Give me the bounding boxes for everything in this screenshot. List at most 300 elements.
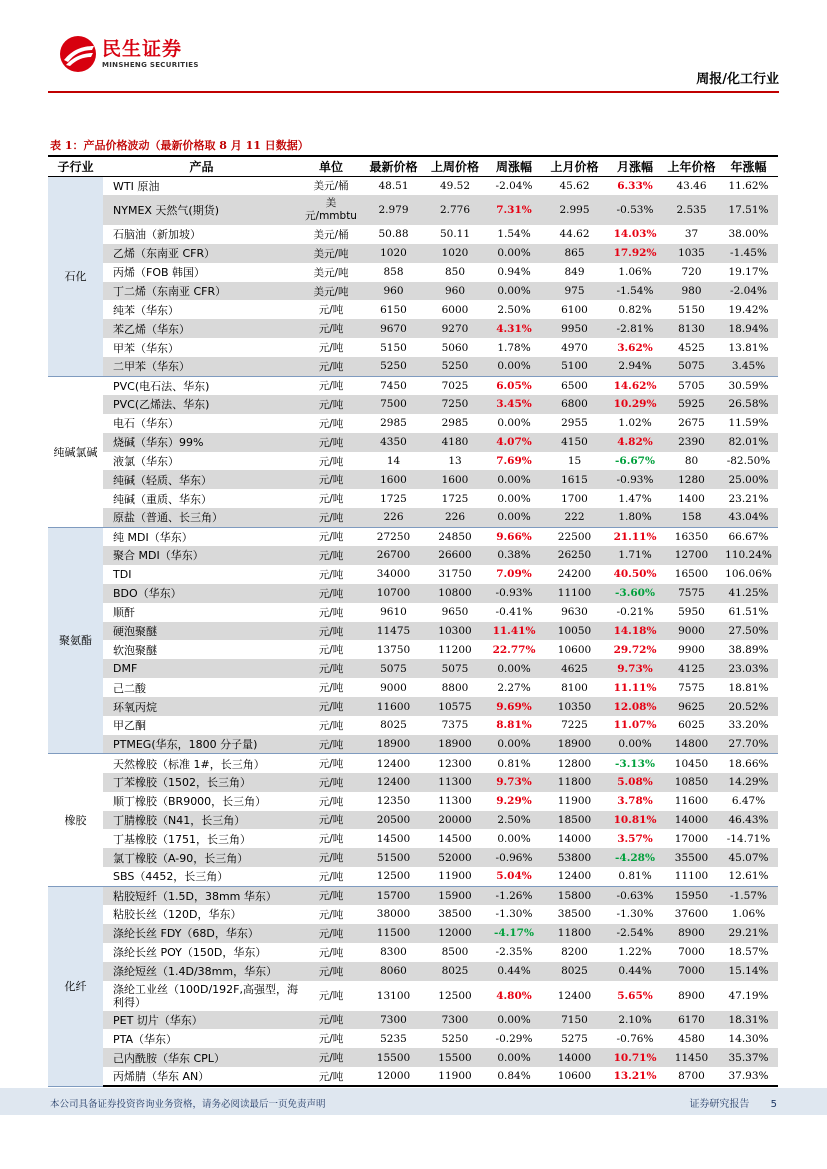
last-month-price: 38500 [557, 908, 592, 921]
table-row [48, 716, 778, 735]
unit-cell: 元/吨 [318, 304, 344, 317]
last-year-price: 43.46 [676, 179, 707, 192]
yearly-change: 15.14% [719, 962, 778, 981]
unit-cell: 元/吨 [300, 659, 362, 678]
product-name: PET 切片（华东） [103, 1011, 300, 1030]
latest-price: 5235 [380, 1032, 407, 1045]
product-name: 纯碱（轻质、华东） [103, 470, 300, 489]
last-month-price: 1700 [561, 492, 588, 505]
last-year-price: 8700 [664, 1067, 719, 1086]
monthly-change: 40.50% [613, 568, 657, 581]
table-row [48, 659, 778, 678]
table-row [48, 943, 778, 962]
latest-price: 5150 [380, 341, 407, 354]
product-name: 石脑油（新加坡） [113, 228, 201, 242]
product-name: 二甲苯（华东） [103, 357, 300, 376]
yearly-change: 18.81% [728, 681, 769, 694]
yearly-change: 38.89% [728, 643, 769, 656]
last-year-price: 16500 [674, 568, 709, 581]
last-month-price: 18900 [543, 735, 606, 754]
yearly-change: -14.71% [726, 832, 771, 845]
table-row [48, 395, 778, 414]
last-month-price: 7225 [561, 719, 588, 732]
last-week-price: 1725 [441, 492, 469, 505]
monthly-change: 6.33% [617, 179, 653, 192]
table-row [48, 263, 778, 282]
product-name: 丙烯（FOB 韩国） [113, 266, 206, 280]
yearly-change: 18.94% [719, 319, 778, 338]
table-row [48, 565, 778, 584]
last-week-price: 960 [425, 282, 485, 301]
monthly-change: -0.93% [606, 470, 664, 489]
last-month-price: 6800 [543, 395, 606, 414]
last-year-price: 12700 [664, 546, 719, 565]
last-week-price: 11200 [438, 643, 472, 656]
yearly-change: 27.50% [719, 622, 778, 641]
last-week-price: 8025 [425, 962, 485, 981]
last-year-price: 5075 [664, 357, 719, 376]
last-week-price: 11300 [425, 773, 485, 792]
yearly-change: -1.57% [719, 886, 778, 905]
monthly-change: 0.44% [606, 962, 664, 981]
unit-cell: 元/吨 [300, 886, 362, 905]
unit-cell: 元/吨 [318, 568, 344, 581]
latest-price: 51500 [362, 848, 425, 867]
last-week-price: 12000 [425, 924, 485, 943]
monthly-change: 4.82% [606, 433, 664, 452]
table-row [48, 886, 778, 905]
weekly-change: 0.00% [497, 832, 531, 845]
weekly-change: 4.80% [496, 989, 532, 1002]
last-year-price: 37 [684, 228, 699, 241]
monthly-change: 3.78% [617, 795, 653, 808]
last-year-price: 8130 [664, 319, 719, 338]
last-week-price: 7375 [441, 719, 469, 732]
unit-cell: 元/吨 [300, 622, 362, 641]
product-name: 己内酰胺（华东 CPL） [103, 1048, 300, 1067]
unit-cell: 元/吨 [318, 380, 344, 393]
last-month-price: 5100 [543, 357, 606, 376]
last-year-price: 8900 [678, 989, 705, 1002]
table-row [48, 338, 778, 357]
unit-cell: 元/吨 [300, 1048, 362, 1067]
table-row [48, 508, 778, 527]
monthly-change: -0.21% [616, 606, 654, 619]
monthly-change: -2.54% [606, 924, 664, 943]
yearly-change: 46.43% [719, 811, 778, 830]
unit-cell: 元/吨 [318, 833, 344, 846]
last-year-price: 15950 [664, 886, 719, 905]
latest-price: 8060 [362, 962, 425, 981]
yearly-change: 41.25% [719, 584, 778, 603]
last-month-price: 15800 [543, 886, 606, 905]
latest-price: 38000 [376, 908, 411, 921]
unit-cell: 元/吨 [318, 606, 344, 619]
last-year-price: 2.535 [664, 195, 719, 225]
last-year-price: 1280 [664, 470, 719, 489]
product-name: 丁苯橡胶（1502，长三角） [103, 773, 300, 792]
last-month-price: 11900 [557, 795, 592, 808]
weekly-change: 0.84% [485, 1067, 543, 1086]
weekly-change: 0.00% [485, 470, 543, 489]
weekly-change: 0.00% [485, 508, 543, 527]
latest-price: 9670 [362, 319, 425, 338]
yearly-change: -2.04% [719, 282, 778, 301]
table-row [48, 489, 778, 508]
last-month-price: 5275 [561, 1032, 588, 1045]
yearly-change: 1.06% [731, 908, 766, 921]
unit-cell: 元/吨 [300, 811, 362, 830]
table-caption: 表 1：产品价格波动（最新价格取 8 月 11 日数据） [50, 139, 309, 152]
yearly-change: 110.24% [719, 546, 778, 565]
weekly-change: 2.50% [497, 303, 531, 316]
monthly-change: 29.72% [613, 643, 657, 656]
product-name: PVC(乙烯法、华东) [103, 395, 300, 414]
yearly-change: 17.51% [719, 195, 778, 225]
table-row [48, 1029, 778, 1048]
monthly-change: -0.53% [606, 195, 664, 225]
table-row [48, 584, 778, 603]
sector-cell: 石化 [48, 176, 103, 376]
weekly-change: 2.50% [485, 811, 543, 830]
column-header: 产品 [103, 156, 300, 176]
table-row [48, 195, 778, 225]
product-name: 天然橡胶（标准 1#，长三角） [113, 757, 265, 771]
latest-price: 9000 [380, 681, 407, 694]
weekly-change: 0.00% [485, 357, 543, 376]
last-month-price: 12400 [543, 867, 606, 886]
table-row [48, 176, 778, 195]
table-row [48, 300, 778, 319]
last-year-price: 4525 [678, 341, 705, 354]
sector-cell: 化纤 [48, 886, 103, 1086]
last-week-price: 1020 [425, 244, 485, 263]
unit-cell: 元/吨 [318, 417, 344, 430]
last-week-price: 2.776 [425, 195, 485, 225]
last-week-price: 24850 [438, 530, 472, 543]
last-week-price: 5075 [425, 659, 485, 678]
last-month-price: 12400 [557, 989, 592, 1002]
weekly-change: -2.04% [495, 179, 533, 192]
weekly-change: 0.00% [485, 659, 543, 678]
table-row [48, 962, 778, 981]
last-month-price: 11100 [543, 584, 606, 603]
table-row [48, 905, 778, 924]
last-week-price: 11900 [425, 1067, 485, 1086]
last-week-price: 13 [448, 455, 462, 468]
column-header: 上月价格 [543, 156, 606, 176]
unit-cell: 元/吨 [318, 795, 344, 808]
last-week-price: 18900 [425, 735, 485, 754]
yearly-change: 38.00% [728, 228, 769, 241]
monthly-change: 11.07% [613, 719, 657, 732]
product-name: PTA（华东） [113, 1032, 178, 1046]
last-month-price: 26250 [543, 546, 606, 565]
latest-price: 2.979 [362, 195, 425, 225]
product-name: 涤纶长丝 POY（150D，华东） [113, 946, 267, 960]
last-year-price: 11450 [664, 1048, 719, 1067]
table-header-row [48, 156, 778, 176]
latest-price: 8025 [380, 719, 407, 732]
unit-cell: 元/吨 [318, 1033, 344, 1046]
logo-chinese-name: 民生证券 [102, 38, 183, 60]
last-year-price: 7000 [678, 946, 705, 959]
column-header: 上年价格 [664, 156, 719, 176]
weekly-change: -0.41% [495, 606, 533, 619]
table-row [48, 1048, 778, 1067]
weekly-change: 0.00% [485, 1048, 543, 1067]
weekly-change: 0.38% [485, 546, 543, 565]
table-row [48, 452, 778, 471]
last-week-price: 10300 [425, 622, 485, 641]
last-year-price: 980 [664, 282, 719, 301]
table-row [48, 811, 778, 830]
logo-english-name: MINSHENG SECURITIES [102, 61, 199, 69]
column-header: 最新价格 [362, 156, 425, 176]
last-week-price: 10800 [425, 584, 485, 603]
last-month-price: 975 [543, 282, 606, 301]
unit-cell: 元/吨 [318, 990, 344, 1003]
last-month-price: 4625 [543, 659, 606, 678]
last-month-price: 9950 [543, 319, 606, 338]
last-week-price: 850 [444, 266, 466, 279]
last-week-price: 14500 [438, 832, 472, 845]
latest-price: 5250 [362, 357, 425, 376]
minsheng-logo-icon [58, 34, 98, 74]
last-year-price: 1400 [678, 492, 705, 505]
page-number: 5 [770, 1099, 777, 1110]
latest-price: 960 [362, 282, 425, 301]
weekly-change: 9.69% [485, 697, 543, 716]
monthly-change: 14.18% [606, 622, 664, 641]
latest-price: 12400 [362, 773, 425, 792]
monthly-change: -6.67% [615, 455, 655, 468]
unit-cell: 元/吨 [300, 848, 362, 867]
last-week-price: 12500 [438, 989, 472, 1002]
monthly-change: 1.06% [618, 266, 652, 279]
unit-cell: 美元/吨 [313, 266, 349, 279]
unit-cell: 元/吨 [300, 470, 362, 489]
last-month-price: 18500 [543, 811, 606, 830]
yearly-change: 20.52% [719, 697, 778, 716]
product-name: 丙烯腈（华东 AN） [103, 1067, 300, 1086]
monthly-change: 0.00% [606, 735, 664, 754]
weekly-change: 4.07% [485, 433, 543, 452]
last-year-price: 720 [681, 266, 702, 279]
table-row [48, 735, 778, 754]
last-week-price: 1600 [425, 470, 485, 489]
last-year-price: 5705 [678, 379, 705, 392]
company-logo [58, 34, 199, 74]
product-name: 环氧丙烷 [103, 697, 300, 716]
table-row [48, 319, 778, 338]
unit-cell: 元/吨 [300, 697, 362, 716]
last-month-price: 10600 [543, 1067, 606, 1086]
yearly-change: 13.81% [728, 341, 769, 354]
monthly-change: 14.03% [613, 228, 657, 241]
last-month-price: 11800 [543, 773, 606, 792]
last-month-price: 4150 [543, 433, 606, 452]
latest-price: 26700 [362, 546, 425, 565]
product-name: 硬泡聚醚 [103, 622, 300, 641]
latest-price: 226 [362, 508, 425, 527]
latest-price: 2985 [380, 417, 407, 430]
product-name: PVC(电石法、华东) [113, 379, 210, 393]
weekly-change: 0.00% [485, 735, 543, 754]
unit-cell: 元/吨 [300, 584, 362, 603]
product-name: 粘胶长丝（120D，华东） [113, 908, 242, 922]
column-header: 子行业 [48, 156, 103, 176]
last-year-price: 9000 [664, 622, 719, 641]
product-name: DMF [103, 659, 300, 678]
yearly-change: 18.57% [728, 946, 769, 959]
unit-cell: 元/吨 [318, 908, 344, 921]
last-month-price: 24200 [557, 568, 592, 581]
monthly-change: 10.71% [606, 1048, 664, 1067]
last-week-price: 10575 [425, 697, 485, 716]
product-name: 软泡聚醚 [113, 643, 157, 657]
unit-cell: 元/吨 [318, 682, 344, 695]
yearly-change: 23.03% [719, 659, 778, 678]
latest-price: 27250 [376, 530, 411, 543]
last-week-price: 11900 [425, 867, 485, 886]
product-name: 涤纶长丝 FDY（68D，华东） [103, 924, 300, 943]
latest-price: 5075 [362, 659, 425, 678]
yearly-change: 37.93% [719, 1067, 778, 1086]
table-row [48, 282, 778, 301]
weekly-change: 5.04% [485, 867, 543, 886]
weekly-change: -0.96% [485, 848, 543, 867]
product-name: WTI 原油 [113, 179, 160, 193]
unit-cell: 元/吨 [300, 319, 362, 338]
weekly-change: 0.00% [485, 282, 543, 301]
latest-price: 6150 [380, 303, 407, 316]
last-year-price: 80 [684, 455, 699, 468]
monthly-change: 11.11% [613, 681, 657, 694]
last-year-price: 5150 [678, 303, 705, 316]
weekly-change: -1.26% [485, 886, 543, 905]
unit-cell: 元/吨 [300, 867, 362, 886]
monthly-change: 9.73% [606, 659, 664, 678]
unit-cell: 元/吨 [300, 1011, 362, 1030]
monthly-change: -1.30% [616, 908, 654, 921]
weekly-change: -0.93% [485, 584, 543, 603]
latest-price: 50.88 [378, 228, 409, 241]
weekly-change: 7.69% [496, 455, 532, 468]
weekly-change: -1.30% [495, 908, 533, 921]
yearly-change: 45.07% [719, 848, 778, 867]
yearly-change: 33.20% [728, 719, 769, 732]
last-week-price: 12300 [438, 757, 472, 770]
latest-price: 11600 [362, 697, 425, 716]
weekly-change: -0.29% [495, 1032, 533, 1045]
footer-disclaimer: 本公司具备证券投资咨询业务资格，请务必阅读最后一页免责声明 [50, 1099, 326, 1110]
product-name: 电石（华东） [113, 417, 179, 431]
last-year-price: 8900 [664, 924, 719, 943]
last-month-price: 6500 [561, 379, 588, 392]
last-month-price: 45.62 [559, 179, 590, 192]
latest-price: 13100 [376, 989, 411, 1002]
yearly-change: 27.70% [719, 735, 778, 754]
weekly-change: 0.00% [485, 244, 543, 263]
yearly-change: -82.50% [726, 455, 771, 468]
yearly-change: 30.59% [728, 379, 769, 392]
last-month-price: 10050 [543, 622, 606, 641]
latest-price: 1600 [362, 470, 425, 489]
last-week-price: 15900 [425, 886, 485, 905]
weekly-change: 0.94% [497, 266, 531, 279]
latest-price: 15700 [362, 886, 425, 905]
last-month-price: 10600 [557, 643, 592, 656]
yearly-change: 14.29% [719, 773, 778, 792]
last-year-price: 14000 [664, 811, 719, 830]
monthly-change: -1.54% [606, 282, 664, 301]
last-month-price: 44.62 [559, 228, 590, 241]
last-month-price: 849 [564, 266, 585, 279]
last-year-price: 14800 [664, 735, 719, 754]
latest-price: 12500 [362, 867, 425, 886]
weekly-change: 3.45% [485, 395, 543, 414]
last-month-price: 2.995 [543, 195, 606, 225]
table-row [48, 924, 778, 943]
unit-cell: 美元/桶 [313, 180, 349, 193]
product-name: BDO（华东） [103, 584, 300, 603]
table-row [48, 244, 778, 263]
last-month-price: 14000 [543, 1048, 606, 1067]
weekly-change: 7.09% [496, 568, 532, 581]
product-name: 丁二烯（东南亚 CFR） [103, 282, 300, 301]
unit-cell: 元/吨 [300, 924, 362, 943]
latest-price: 11500 [362, 924, 425, 943]
monthly-change: 2.94% [606, 357, 664, 376]
last-year-price: 10450 [674, 757, 709, 770]
last-week-price: 26600 [425, 546, 485, 565]
latest-price: 18900 [362, 735, 425, 754]
yearly-change: 43.04% [719, 508, 778, 527]
last-year-price: 17000 [674, 832, 709, 845]
unit-cell: 美元/吨 [300, 244, 362, 263]
unit-cell: 元/吨 [300, 1067, 362, 1086]
table-row [48, 1011, 778, 1030]
latest-price: 8300 [380, 946, 407, 959]
yearly-change: 26.58% [719, 395, 778, 414]
monthly-change: 3.62% [617, 341, 653, 354]
latest-price: 15500 [362, 1048, 425, 1067]
last-year-price: 4125 [664, 659, 719, 678]
price-table [48, 155, 778, 1087]
sector-cell: 聚氨酯 [48, 527, 103, 754]
monthly-change: 17.92% [606, 244, 664, 263]
weekly-change: 22.77% [492, 643, 536, 656]
table-row [48, 829, 778, 848]
last-month-price: 222 [543, 508, 606, 527]
last-week-price: 49.52 [439, 179, 471, 192]
last-week-price: 5250 [425, 357, 485, 376]
last-month-price: 12800 [557, 757, 592, 770]
last-week-price: 9650 [441, 606, 469, 619]
product-name: PTMEG(华东，1800 分子量) [103, 735, 300, 754]
last-month-price: 6100 [561, 303, 588, 316]
product-name: NYMEX 天然气(期货) [103, 195, 300, 225]
last-week-price: 4180 [425, 433, 485, 452]
latest-price: 7500 [362, 395, 425, 414]
latest-price: 9610 [380, 606, 407, 619]
last-week-price: 226 [425, 508, 485, 527]
product-name: 液氯（华东） [113, 455, 179, 469]
yearly-change: 29.21% [719, 924, 778, 943]
yearly-change: 12.61% [719, 867, 778, 886]
table-row [48, 603, 778, 622]
